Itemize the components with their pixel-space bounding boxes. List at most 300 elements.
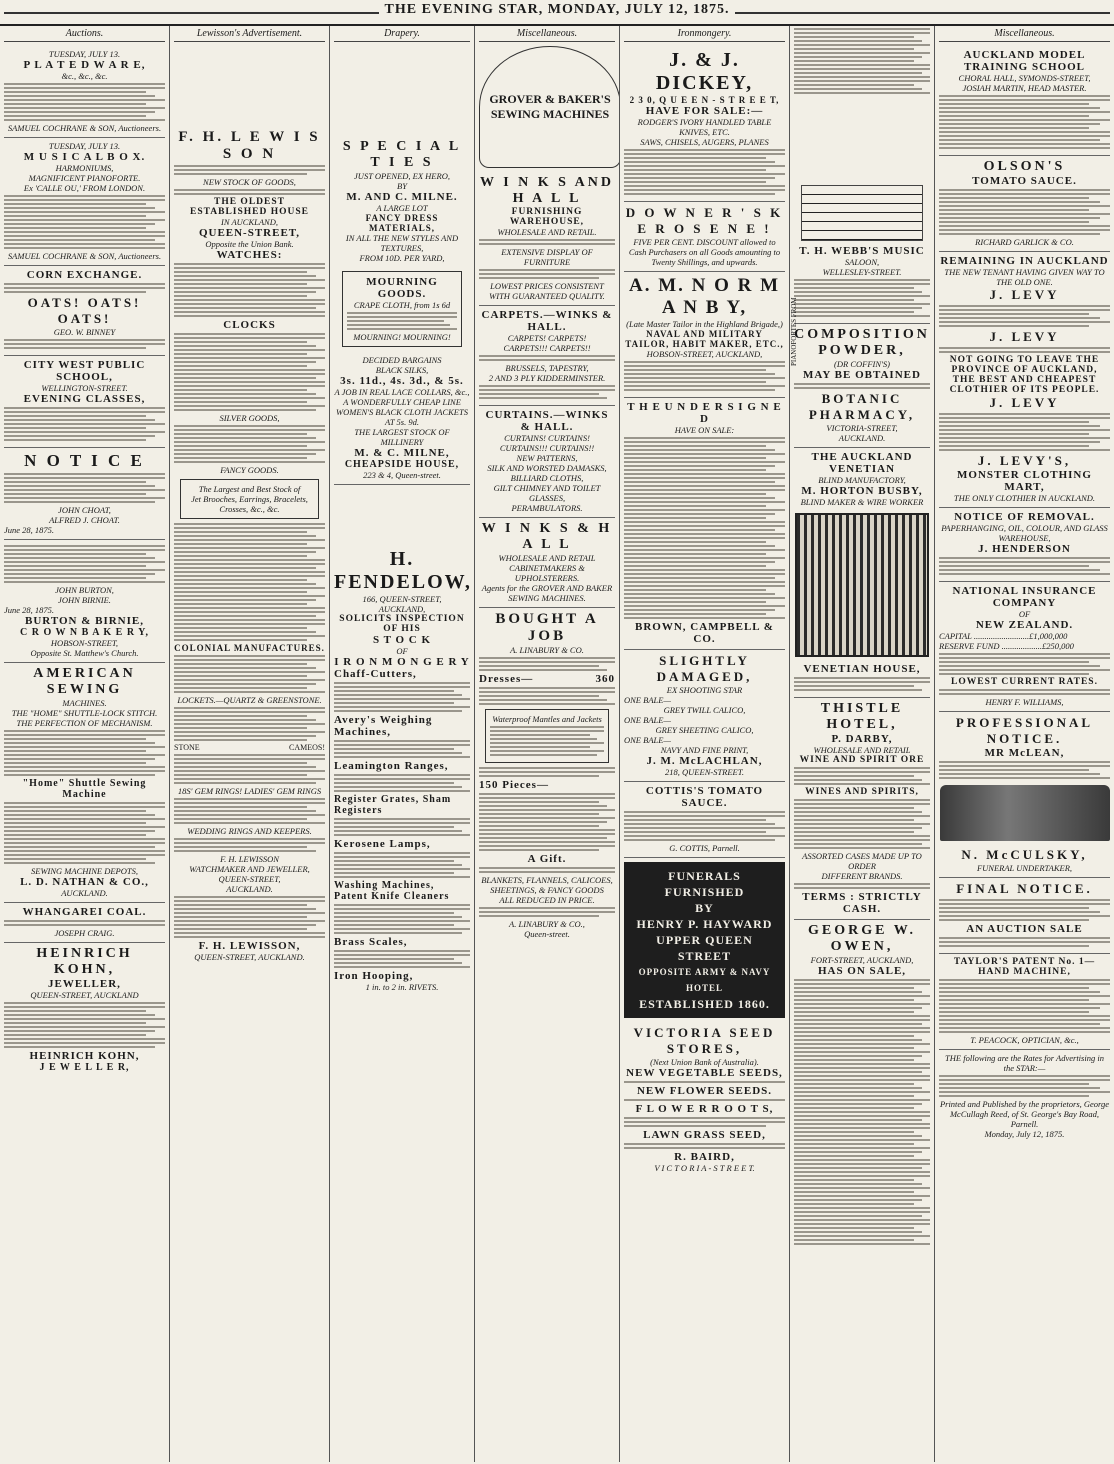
ad-body-text <box>174 655 325 693</box>
ad-body-text <box>794 677 930 691</box>
ad-subtitle: JOSIAH MARTIN, HEAD MASTER. <box>962 83 1087 93</box>
column-header: Auctions. <box>4 26 165 42</box>
box-heading: The Largest and Best Stock of <box>198 484 301 494</box>
ad-body-text <box>794 799 930 849</box>
ad-body-text <box>479 907 615 917</box>
ad-address: 218, QUEEN-STREET. <box>665 767 744 777</box>
ad-title: BOUGHT A JOB <box>495 611 599 644</box>
ad-line: CURTAINS!!! CURTAINS!! <box>499 443 595 453</box>
ad-subtitle: JEWELLER, <box>48 978 121 990</box>
ad-name: J. LEVY <box>989 329 1060 344</box>
ad-burton-birnie <box>4 540 165 663</box>
music-staff-illustration <box>801 185 923 241</box>
ad-signature: JOHN BIRNIE. <box>58 595 111 605</box>
ad-body-text <box>174 798 325 824</box>
ad-title: D O W N E R ' S K E R O S E N E ! <box>625 205 784 236</box>
ad-signature: Queen-street. <box>524 929 570 939</box>
ad-signature: T. PEACOCK, OPTICIAN, &c., <box>970 1035 1079 1045</box>
ad-line: IN ALL THE NEW STYLES AND TEXTURES, <box>345 233 459 253</box>
ad-slightly-damaged <box>624 650 785 782</box>
column-miscellaneous <box>475 26 620 1462</box>
ad-body-text <box>939 937 1110 947</box>
ad-item: Kerosene Lamps, <box>334 838 431 850</box>
ad-item: Leamington Ranges, <box>334 760 449 772</box>
ad-signature: AUCKLAND. <box>226 884 273 894</box>
ad-line: NEW FLOWER SEEDS. <box>636 1085 773 1097</box>
ad-undersigned <box>624 398 785 650</box>
dresses-row <box>479 673 615 685</box>
ad-signature: R. BAIRD, <box>674 1151 735 1163</box>
ad-item: Iron Hooping, <box>334 970 414 982</box>
ad-firm: A. LINABURY & CO. <box>510 645 584 655</box>
ad-section-heading: FANCY GOODS. <box>220 465 279 475</box>
ad-title: OLSON'S <box>983 159 1066 174</box>
ad-body-text <box>334 740 470 758</box>
ad-model-school <box>939 46 1110 156</box>
ad-national-insurance <box>939 582 1110 712</box>
ad-section-heading: WEDDING RINGS AND KEEPERS. <box>187 826 312 836</box>
ad-body-text <box>939 979 1110 1033</box>
ad-line: CARPETS.—WINKS & HALL. <box>481 309 613 333</box>
ad-body-text <box>794 883 930 889</box>
ad-line: Ex 'CALLE OU,' FROM LONDON. <box>23 183 146 193</box>
masthead <box>0 0 1114 26</box>
ad-body-text <box>939 899 1110 921</box>
ad-address: 2 3 0, Q U E E N - S T R E E T, <box>629 95 780 105</box>
reserve-line: RESERVE FUND ...................£250,000 <box>939 641 1074 651</box>
ad-fendelow <box>334 485 470 996</box>
ad-downer-kerosene <box>624 202 785 272</box>
column-header: Ironmongery. <box>624 26 785 42</box>
ad-body-text <box>174 263 325 317</box>
dickey-continuation <box>794 28 930 178</box>
ad-line: S T O C K <box>372 634 432 646</box>
ad-line: I R O N M O N G E R Y <box>334 656 470 668</box>
ad-title: S P E C I A L T I E S <box>342 139 462 170</box>
ad-victoria-seed <box>624 1022 785 1177</box>
ad-address: V I C T O R I A - S T R E E T. <box>654 1163 755 1173</box>
ad-line: THE "HOME" SHUTTLE-LOCK STITCH. <box>11 708 158 718</box>
ad-line: PERAMBULATORS. <box>511 503 583 513</box>
ad-line: TERMS : STRICTLY CASH. <box>802 891 922 915</box>
ad-signature: JOSEPH CRAIG. <box>54 928 115 938</box>
ad-line: MAY BE OBTAINED <box>803 369 921 381</box>
ad-line: FIVE PER CENT. DISCOUNT allowed to Cash Purchasers on all Goods amounting to Twenty Shillings, and upwards. <box>628 237 781 267</box>
column-ironmongery <box>620 26 790 1462</box>
ad-body-text <box>794 767 930 785</box>
ad-title: COMPOSITION POWDER, <box>794 327 930 358</box>
ad-body-text <box>479 867 615 873</box>
ad-line: CURTAINS! CURTAINS! <box>504 433 590 443</box>
ad-line: JUST OPENED, EX HERO, <box>354 171 450 181</box>
jet-box <box>180 479 319 519</box>
ad-body-text <box>939 95 1110 149</box>
ad-body-text <box>174 707 325 741</box>
ad-signature: A. LINABURY & CO., <box>509 919 585 929</box>
banner-line: HENRY P. HAYWARD <box>636 917 773 931</box>
ad-body-text <box>174 165 325 175</box>
ad-section-heading: LOCKETS.—QUARTZ & GREENSTONE. <box>177 695 322 705</box>
ad-title: CITY WEST PUBLIC SCHOOL, <box>23 359 146 383</box>
ad-line: NEW PATTERNS, <box>516 453 578 463</box>
ad-thistle-hotel <box>794 698 930 920</box>
ad-body-text <box>4 802 165 864</box>
ad-title: NOTICE OF REMOVAL. <box>954 511 1095 523</box>
ad-subtitle: BLIND MANUFACTORY, <box>818 475 906 485</box>
ad-body-text <box>624 437 785 619</box>
ad-body-text <box>479 269 615 279</box>
ad-body-text <box>624 1117 785 1127</box>
column-auctions <box>0 26 170 1462</box>
ad-milne-specialties <box>334 46 470 485</box>
ad-line: AN AUCTION SALE <box>966 923 1083 935</box>
ad-line: BLIND MAKER & WIRE WORKER <box>800 497 924 507</box>
ad-line: BY <box>397 181 407 191</box>
ad-line: A WONDERFULLY CHEAP LINE <box>343 397 461 407</box>
ad-curtains <box>479 406 615 518</box>
ad-address: FORT-STREET, AUCKLAND, <box>810 955 914 965</box>
ad-line: DECIDED BARGAINS <box>362 355 442 365</box>
ad-body-text <box>624 1099 785 1101</box>
ad-line: A JOB IN REAL LACE COLLARS, &c., <box>334 387 470 397</box>
ad-body-text <box>479 687 615 705</box>
ad-body-text <box>479 767 615 777</box>
ad-signature: QUEEN-STREET, <box>218 874 281 884</box>
venetian-blind-illustration <box>795 513 929 657</box>
ad-line: EVENING CLASSES, <box>23 393 146 405</box>
ad-section-heading: CLOCKS <box>223 319 276 331</box>
ad-body-text <box>4 1002 165 1048</box>
ad-firm: C R O W N B A K E R Y, <box>20 627 149 638</box>
ad-line: CABINETMAKERS & UPHOLSTERERS. <box>509 563 585 583</box>
ad-line: MONSTER CLOTHING MART, <box>957 469 1092 493</box>
ad-name: MR McLEAN, <box>984 747 1065 759</box>
ad-title: COTTIS'S TOMATO SAUCE. <box>645 785 764 809</box>
ad-body-text <box>334 852 470 878</box>
ad-section-heading: WATCHES: <box>216 249 283 261</box>
ad-subtitle: WELLINGTON-STREET. <box>41 383 128 393</box>
ad-subtitle: FURNISHING WAREHOUSE, <box>509 207 585 227</box>
ad-subtitle: THE NEW TENANT HAVING GIVEN WAY TO THE OLD ONE. <box>944 267 1105 287</box>
ad-dickey <box>624 46 785 202</box>
ad-body-text <box>4 195 165 249</box>
ad-line: THE PERFECTION OF MECHANISM. <box>16 718 153 728</box>
ad-line: NEW STOCK OF GOODS, <box>203 177 296 187</box>
banner-line: OPPOSITE ARMY & NAVY HOTEL <box>638 967 771 993</box>
ad-line: GILT CHIMNEY AND TOILET GLASSES, <box>493 483 601 503</box>
ad-line: RODGER'S IVORY HANDLED TABLE KNIVES, ETC. <box>637 117 772 137</box>
ad-title: N O T I C E <box>24 451 145 470</box>
ad-body-text <box>174 754 325 784</box>
hearse-illustration <box>940 785 1110 841</box>
ad-title: W I N K S AND H A L L <box>479 175 615 206</box>
ad-address: 223 & 4, Queen-street. <box>363 470 441 480</box>
ad-line: HARMONIUMS, <box>55 163 114 173</box>
ad-body-text <box>939 305 1110 327</box>
stone-cameos <box>174 743 325 752</box>
ad-body-text <box>479 239 615 245</box>
ad-body-text <box>4 920 165 926</box>
ad-line: CURTAINS.—WINKS & HALL. <box>485 409 609 433</box>
ad-carpets <box>479 306 615 406</box>
dresses-count: 360 <box>595 673 615 685</box>
ad-line: NEW VEGETABLE SEEDS, <box>626 1067 783 1079</box>
column-header: Miscellaneous. <box>939 26 1110 42</box>
ad-line: LAWN GRASS SEED, <box>643 1129 766 1141</box>
ad-taylor-patent <box>939 954 1110 1050</box>
ad-line: THE OLDEST ESTABLISHED HOUSE <box>190 197 309 217</box>
banner-line: FUNERALS FURNISHED <box>664 869 745 899</box>
ad-subtitle: HAVE ON SALE: <box>674 425 735 435</box>
ad-title: GEORGE W. OWEN, <box>808 923 916 954</box>
ad-body-text <box>624 1143 785 1149</box>
ad-line: HAVE FOR SALE:— <box>645 105 764 117</box>
column-miscellaneous-2 <box>790 26 935 1462</box>
ad-item: Avery's Weighing Machines, <box>334 714 433 738</box>
ad-body-text <box>624 1081 785 1083</box>
ad-advertising-rates <box>939 1050 1110 1143</box>
ad-title: PROFESSIONAL NOTICE. <box>955 715 1094 746</box>
ad-body-text <box>4 473 165 503</box>
ad-line: SEWING MACHINE DEPOTS, <box>31 866 138 876</box>
banner-line: UPPER QUEEN STREET <box>656 933 753 963</box>
ad-body-text <box>4 407 165 441</box>
ad-body-text <box>4 83 165 121</box>
ad-address: QUEEN-STREET, AUCKLAND <box>30 990 139 1000</box>
box-heading: MOURNING GOODS. <box>366 276 438 300</box>
ad-line: Agents for the GROVER AND BAKER SEWING MACHINES. <box>481 583 613 603</box>
ad-title: SLIGHTLY DAMAGED, <box>656 653 753 684</box>
ad-title: FINAL NOTICE. <box>956 881 1093 896</box>
ad-body-text <box>939 689 1110 695</box>
ad-body-text <box>794 28 930 94</box>
ad-item: Chaff-Cutters, <box>334 668 417 680</box>
ad-title: VICTORIA SEED STORES, <box>633 1025 776 1056</box>
ad-line: CARPETS! CARPETS! <box>507 333 587 343</box>
ad-line: WHOLESALE AND RETAIL <box>498 553 596 563</box>
ad-line: EXTENSIVE DISPLAY OF FURNITURE <box>501 247 593 267</box>
ad-line: "Home" Shuttle Sewing Machine <box>22 778 147 800</box>
ad-line: FROM 10D. PER YARD, <box>359 253 445 263</box>
ad-line: 2 AND 3 PLY KIDDERMINSTER. <box>488 373 606 383</box>
column-lewisson <box>170 26 330 1462</box>
ad-signature: J. HENDERSON <box>978 543 1071 555</box>
ad-signature: HENRY F. WILLIAMS, <box>985 697 1064 707</box>
pianofortes-side-label: PIANOFORTES FROM <box>790 297 798 366</box>
ad-line: SILK AND WORSTED DAMASKS, <box>487 463 607 473</box>
ad-item: Register Grates, Sham Registers <box>334 794 452 816</box>
ad-olson-sauce <box>939 156 1110 252</box>
ad-subtitle: PAPERHANGING, OIL, COLOUR, AND GLASS WAREHOUSE, <box>941 523 1108 543</box>
ad-body-text <box>334 774 470 792</box>
ad-line: THE BEST AND CHEAPEST CLOTHIER OF ITS PEOPLE. <box>949 375 1100 395</box>
ad-levy <box>939 252 1110 508</box>
ad-whangarei-coal <box>4 903 165 943</box>
ad-body-text <box>4 730 165 776</box>
ad-line: ASSORTED CASES MADE UP TO ORDER <box>802 851 922 871</box>
ad-title: T H E U N D E R S I G N E D <box>627 401 782 425</box>
ad-line: HAS ON SALE, <box>817 965 907 977</box>
cameos-label: CAMEOS! <box>288 743 325 752</box>
masthead-title: THE EVENING STAR, MONDAY, JULY 12, 1875. <box>379 2 736 17</box>
ad-body-text <box>4 339 165 349</box>
ad-footer: QUEEN-STREET, AUCKLAND. <box>194 952 305 962</box>
ad-final-notice <box>939 878 1110 954</box>
ad-subtitle: (DR COFFIN'S) <box>834 359 890 369</box>
ad-headline: OATS! OATS! OATS! <box>27 295 142 326</box>
ad-line: Opposite the Union Bank. <box>205 239 294 249</box>
ad-place: AUCKLAND. <box>61 888 108 898</box>
ad-subtitle: EX SHOOTING STAR <box>666 685 743 695</box>
ad-line: BLANKETS, FLANNELS, CALICOES, SHEETINGS, & FANCY GOODS <box>481 875 613 895</box>
ad-title: NATIONAL INSURANCE COMPANY <box>952 585 1097 609</box>
ad-body-text <box>174 333 325 411</box>
imprint-date: Monday, July 12, 1875. <box>984 1129 1065 1139</box>
ad-item: Washing Machines, Patent Knife Cleaners <box>334 880 450 902</box>
column-header: Drapery. <box>334 26 470 42</box>
ad-corn-exchange <box>4 266 165 356</box>
pieces-label: 150 Pieces— <box>479 779 549 791</box>
bale-item: GREY TWILL CALICO, <box>663 705 746 715</box>
ad-subtitle: &c., &c., &c. <box>61 71 108 81</box>
waterproof-box <box>485 709 609 763</box>
ad-title: P L A T E D W A R E, <box>23 59 146 71</box>
ad-title: CORN EXCHANGE. <box>26 269 143 281</box>
ad-body-text <box>174 896 325 938</box>
ad-line: BRUSSELS, TAPESTRY, <box>505 363 589 373</box>
ad-body-text <box>939 189 1110 235</box>
ad-item: Brass Scales, <box>334 936 408 948</box>
ad-address: WELLESLEY-STREET. <box>822 267 902 277</box>
ad-body-text <box>174 523 325 641</box>
ad-title: THISTLE HOTEL, <box>820 701 904 732</box>
ad-signature: RICHARD GARLICK & CO. <box>975 237 1074 247</box>
ad-name: J. LEVY'S, <box>977 453 1072 468</box>
ad-line: BILLIARD CLOTHS, <box>510 473 584 483</box>
ad-signature: WATCHMAKER AND JEWELLER, <box>189 864 310 874</box>
grover-baker-logo <box>479 46 620 168</box>
ad-body-text <box>479 355 615 361</box>
ad-title: WHANGAREI COAL. <box>22 906 147 918</box>
ad-body-text <box>939 557 1110 575</box>
ad-body-text <box>334 904 470 934</box>
ad-subtitle: (Next Union Bank of Australia). <box>650 1057 759 1067</box>
box-items: Jet Brooches, Earrings, Bracelets, Crosses, &c., &c. <box>191 494 308 514</box>
ad-date: TUESDAY, JULY 13. <box>48 49 121 59</box>
ad-title: AMERICAN SEWING <box>33 666 136 697</box>
ad-line: AT 5s. 9d. <box>384 417 419 427</box>
ad-item: 1 in. to 2 in. RIVETS. <box>365 982 439 992</box>
ad-body-text <box>334 818 470 836</box>
ad-line: WHOLESALE AND RETAIL <box>813 745 911 755</box>
ad-body-text <box>174 189 325 195</box>
ad-winks-hall-2 <box>479 518 615 608</box>
ad-line: SOLICITS INSPECTION OF HIS <box>339 614 465 634</box>
gift-label: A Gift. <box>527 853 567 865</box>
page-columns <box>0 26 1114 1464</box>
ad-line: THE ONLY CLOTHIER IN AUCKLAND. <box>953 493 1096 503</box>
ad-signature: M. & C. MILNE, <box>354 447 450 459</box>
imprint: Printed and Published by the proprietors, George McCullagh Reed, of St. George's Bay Road, Parnell. <box>939 1099 1110 1129</box>
ad-title: M U S I C A L B O X. <box>23 151 146 163</box>
ad-body-text <box>174 838 325 852</box>
ad-title: THE AUCKLAND VENETIAN <box>811 451 913 475</box>
ad-line: SAWS, CHISELS, AUGERS, PLANES <box>640 137 769 147</box>
mourning-box <box>342 271 462 347</box>
ad-title: TAYLOR'S PATENT No. 1—HAND MACHINE, <box>953 957 1096 977</box>
ad-body-text <box>479 793 615 851</box>
ad-heinrich-kohn <box>4 943 165 1077</box>
ad-signature: GEO. W. BINNEY <box>53 327 116 337</box>
ad-line: WINES AND SPIRITS, <box>805 787 919 797</box>
ad-signature: SAMUEL COCHRANE & SON, Auctioneers. <box>7 251 162 261</box>
ad-signature: ALFRED J. CHOAT. <box>49 515 120 525</box>
ad-subtitle: WHOLESALE AND RETAIL. <box>497 227 597 237</box>
ad-subtitle: OF <box>1018 609 1031 619</box>
ad-line: QUEEN-STREET, <box>198 227 301 239</box>
ad-line: LOWEST CURRENT RATES. <box>951 677 1098 687</box>
bale-item: GREY SHEETING CALICO, <box>655 725 754 735</box>
ad-line: NAVAL AND MILITARY TAILOR, HABIT MAKER, ETC., <box>625 329 784 349</box>
ad-webb-music <box>794 178 930 324</box>
ad-line: BOTANIC PHARMACY, <box>808 391 916 422</box>
ad-subtitle: SALOON, <box>844 257 880 267</box>
ad-removal <box>939 508 1110 582</box>
box-line: MOURNING! MOURNING! <box>353 332 451 342</box>
ad-line: WOMEN'S BLACK CLOTH JACKETS <box>336 407 468 417</box>
ad-line: M. HORTON BUSBY, <box>801 485 923 497</box>
ad-body-text <box>4 545 165 583</box>
ad-subtitle: TOMATO SAUCE. <box>972 175 1077 187</box>
ad-plated-ware <box>4 46 165 138</box>
ad-date: June 28, 1875. <box>4 605 55 615</box>
ad-title: J. & J. DICKEY, <box>655 49 754 94</box>
ad-subtitle: MACHINES. <box>62 698 107 708</box>
ad-date: June 28, 1875. <box>4 525 55 535</box>
ad-body-text <box>624 811 785 841</box>
ad-line: 3s. 11d., 4s. 3d., & 5s. <box>340 375 464 387</box>
ad-body-text <box>939 413 1110 451</box>
ad-body-text <box>479 657 615 671</box>
ad-body-text <box>939 653 1110 675</box>
ad-venetian-blind <box>794 448 930 698</box>
banner-line: BY <box>695 901 714 915</box>
ad-city-west-school <box>4 356 165 448</box>
ad-signature: J. M. McLACHLAN, <box>646 755 763 767</box>
ad-linabury <box>479 608 615 943</box>
ad-signature: HEINRICH KOHN, <box>29 1050 140 1062</box>
ad-address: AUCKLAND. <box>838 433 886 443</box>
ad-body-text <box>794 279 930 317</box>
ad-body-text <box>939 761 1110 779</box>
ad-cottis-sauce <box>624 782 785 858</box>
ad-american-sewing <box>4 663 165 903</box>
ad-line: (Late Master Tailor in the Highland Brigade,) <box>626 319 783 329</box>
column-header: Lewisson's Advertisement. <box>174 26 325 42</box>
ad-signature: SAMUEL COCHRANE & SON, Auctioneers. <box>7 123 162 133</box>
ad-name: J. LEVY <box>989 287 1060 302</box>
ad-line: NOT GOING TO LEAVE THE PROVINCE OF AUCKLAND, <box>949 355 1100 375</box>
ad-section-heading: SILVER GOODS, <box>219 413 280 423</box>
ad-line: IN AUCKLAND, <box>221 217 278 227</box>
banner-line: ESTABLISHED 1860. <box>639 997 770 1011</box>
ad-signature: G. COTTIS, Parnell. <box>669 843 740 853</box>
ad-musical-box <box>4 138 165 266</box>
ad-body-text <box>939 1075 1110 1097</box>
ad-address: Opposite St. Matthew's Church. <box>30 648 139 658</box>
bale-label: ONE BALE— <box>624 695 671 705</box>
ad-line: WINE AND SPIRIT ORE <box>799 755 925 765</box>
